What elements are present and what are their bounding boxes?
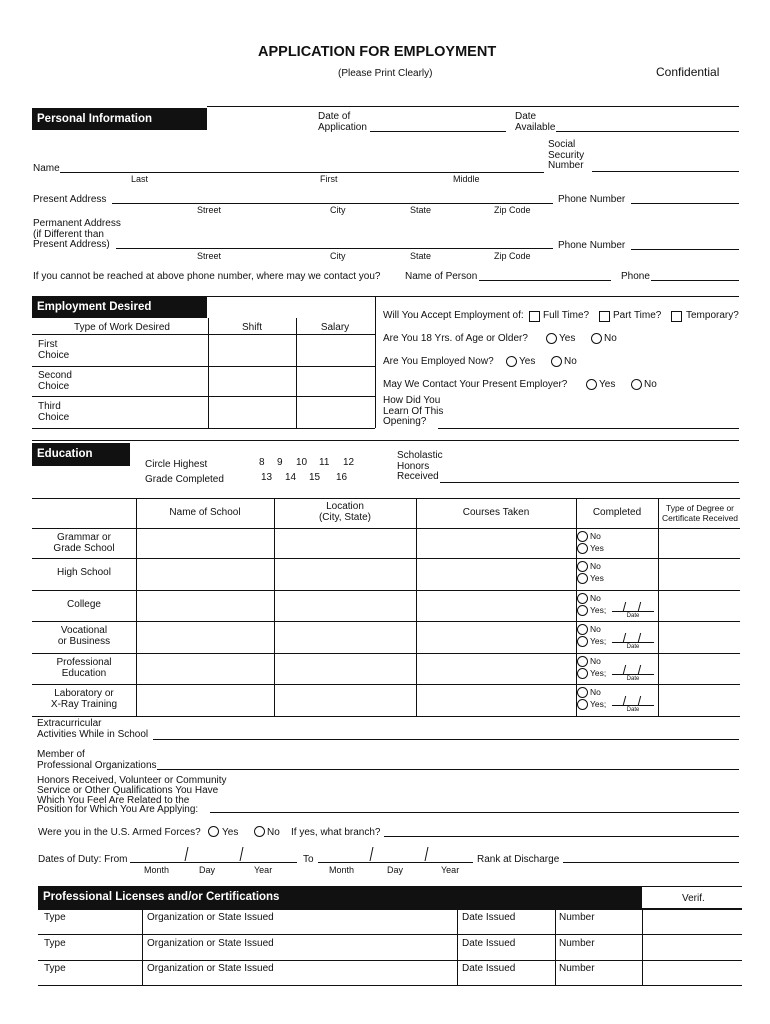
date-separator — [240, 847, 244, 861]
rank-field[interactable] — [563, 862, 739, 863]
table-rule — [38, 985, 742, 986]
row-label: College — [67, 599, 101, 610]
table-row — [32, 653, 740, 684]
table-rule — [555, 960, 556, 985]
address-sub-city: City — [330, 251, 346, 261]
full-time-checkbox[interactable] — [529, 311, 540, 322]
learn-opening-field[interactable] — [438, 428, 739, 429]
temporary-label: Temporary? — [686, 310, 739, 321]
ssn-field[interactable] — [592, 171, 739, 172]
permanent-address-field[interactable] — [116, 248, 553, 249]
date-caption: Date — [626, 707, 640, 713]
name-field[interactable] — [60, 172, 544, 173]
section-heading-education: Education — [32, 443, 130, 466]
table-rule — [142, 909, 143, 934]
row-label: Vocational or Business — [57, 625, 111, 647]
completed-yes-label: Yes — [590, 543, 604, 553]
contact-phone-label: Phone — [621, 271, 650, 282]
degree-cell[interactable] — [659, 685, 740, 715]
completed-yes-label: Yes; — [590, 699, 607, 709]
courses-cell[interactable] — [417, 654, 576, 683]
col-header-degree: Type of Degree or Certificate Received — [661, 503, 739, 523]
member-field[interactable] — [157, 769, 739, 770]
phone-number-label-2: Phone Number — [558, 240, 626, 251]
license-field-label: Type — [44, 963, 66, 974]
school-name-cell[interactable] — [137, 622, 274, 652]
second-choice-label: Second Choice — [38, 370, 72, 392]
school-name-cell[interactable] — [137, 559, 274, 589]
license-field-label: Organization or State Issued — [147, 938, 274, 949]
license-field-label: Date Issued — [462, 938, 516, 949]
armed-forces-label: Were you in the U.S. Armed Forces? — [38, 827, 201, 838]
learn-opening-label: How Did You Learn Of This Opening? — [383, 395, 444, 427]
grade-13[interactable]: 13 — [261, 472, 273, 483]
contact-question-label: If you cannot be reached at above phone number, where may we contact you? — [33, 271, 381, 282]
table-rule — [32, 396, 375, 397]
no-label: No — [267, 827, 280, 838]
to-label: To — [303, 854, 314, 865]
location-cell[interactable] — [275, 654, 416, 683]
age-yes-radio[interactable] — [546, 333, 557, 344]
no-label: No — [604, 333, 617, 344]
completed-yes-label: Yes; — [590, 605, 607, 615]
col-header-type-of-work: Type of Work Desired — [74, 322, 170, 333]
license-field-label: Number — [559, 912, 595, 923]
third-choice-label: Third Choice — [38, 401, 70, 423]
grade-8[interactable]: 8 — [259, 457, 265, 468]
branch-label: If yes, what branch? — [291, 827, 381, 838]
address-sub-city: City — [330, 205, 346, 215]
age-question-label: Are You 18 Yrs. of Age or Older? — [383, 333, 528, 344]
license-field-label: Type — [44, 938, 66, 949]
age-no-radio[interactable] — [591, 333, 602, 344]
name-label: Name — [33, 163, 60, 174]
ssn-label: Social Security Number — [548, 139, 585, 171]
contact-employer-yes-radio[interactable] — [586, 379, 597, 390]
branch-field[interactable] — [384, 836, 739, 837]
section-heading-employment: Employment Desired — [32, 297, 207, 318]
completed-yes-radio[interactable] — [577, 699, 588, 710]
date-separator — [425, 847, 429, 861]
address-sub-street: Street — [197, 251, 222, 261]
section-heading-licenses: Professional Licenses and/or Certifications — [38, 886, 642, 908]
member-label: Member of Professional Organizations — [37, 749, 157, 771]
license-field-label: Date Issued — [462, 963, 516, 974]
degree-cell[interactable] — [659, 591, 740, 620]
phone-number-field[interactable] — [631, 203, 739, 204]
courses-cell[interactable] — [417, 559, 576, 589]
table-rule — [32, 366, 375, 367]
first-choice-salary-field[interactable] — [297, 335, 374, 365]
completed-yes-label: Yes; — [590, 668, 607, 678]
completed-no-radio[interactable] — [577, 593, 588, 604]
table-rule — [142, 960, 143, 985]
extracurricular-field[interactable] — [153, 739, 739, 740]
date-part-month: Month — [329, 865, 355, 875]
row-label: Laboratory or X-Ray Training — [50, 688, 118, 710]
col-header-salary: Salary — [320, 322, 350, 333]
completed-no-radio[interactable] — [577, 656, 588, 667]
employed-question-label: Are You Employed Now? — [383, 356, 494, 367]
no-label: No — [564, 356, 577, 367]
table-row — [32, 684, 740, 716]
completed-no-radio[interactable] — [577, 531, 588, 542]
armed-yes-radio[interactable] — [208, 826, 219, 837]
table-rule — [32, 428, 375, 429]
location-cell[interactable] — [275, 559, 416, 589]
license-field-label: Number — [559, 963, 595, 974]
date-separator — [185, 847, 189, 861]
table-row — [32, 528, 740, 558]
table-rule — [555, 935, 556, 960]
date-part-day: Day — [199, 865, 216, 875]
table-rule — [642, 935, 643, 960]
degree-cell[interactable] — [659, 654, 740, 683]
first-choice-shift-field[interactable] — [209, 335, 295, 365]
date-of-application-label: Date of Application — [318, 111, 367, 133]
col-header-completed: Completed — [592, 507, 642, 518]
school-name-cell[interactable] — [137, 529, 274, 557]
grade-14[interactable]: 14 — [285, 472, 297, 483]
col-header-courses-taken: Courses Taken — [462, 507, 530, 518]
table-rule — [375, 296, 376, 428]
page-title: APPLICATION FOR EMPLOYMENT — [258, 44, 497, 60]
license-field-label: Type — [44, 912, 66, 923]
license-field-label: Date Issued — [462, 912, 516, 923]
school-name-cell[interactable] — [137, 591, 274, 620]
grade-10[interactable]: 10 — [296, 457, 308, 468]
address-sub-zip: Zip Code — [494, 205, 531, 215]
divider — [207, 106, 739, 107]
completed-no-radio[interactable] — [577, 561, 588, 572]
yes-label: Yes — [599, 379, 616, 390]
license-field-label: Organization or State Issued — [147, 963, 274, 974]
row-label: Professional Education — [56, 657, 112, 679]
name-sub-last: Last — [131, 174, 149, 184]
courses-cell[interactable] — [417, 622, 576, 652]
completed-date-field[interactable] — [612, 667, 654, 682]
date-part-year: Year — [441, 865, 460, 875]
courses-cell[interactable] — [417, 591, 576, 620]
completed-yes-radio[interactable] — [577, 668, 588, 679]
table-rule — [457, 935, 458, 960]
row-label: High School — [57, 567, 111, 578]
name-of-person-field[interactable] — [479, 280, 611, 281]
present-address-field[interactable] — [112, 203, 553, 204]
school-name-cell[interactable] — [137, 654, 274, 683]
location-cell[interactable] — [275, 622, 416, 652]
permanent-address-label: Permanent Address (if Different than Present Address) — [33, 218, 121, 250]
yes-label: Yes — [222, 827, 239, 838]
completed-yes-radio[interactable] — [577, 636, 588, 647]
completed-no-label: No — [590, 531, 601, 541]
table-row — [32, 621, 740, 653]
table-row — [32, 558, 740, 590]
phone-number-field-2[interactable] — [631, 249, 739, 250]
name-sub-middle: Middle — [453, 174, 480, 184]
table-rule — [457, 960, 458, 985]
completed-date-field[interactable] — [612, 604, 654, 619]
col-header-shift: Shift — [241, 322, 262, 333]
scholastic-honors-label: Scholastic Honors Received — [397, 450, 443, 482]
no-label: No — [644, 379, 657, 390]
table-rule — [32, 498, 740, 499]
part-time-label: Part Time? — [613, 310, 662, 321]
date-available-label: Date Available — [515, 111, 556, 133]
armed-no-radio[interactable] — [254, 826, 265, 837]
completed-no-label: No — [590, 687, 601, 697]
courses-cell[interactable] — [417, 529, 576, 557]
present-address-label: Present Address — [33, 194, 107, 205]
part-time-checkbox[interactable] — [599, 311, 610, 322]
grade-9[interactable]: 9 — [277, 457, 283, 468]
name-of-person-label: Name of Person — [405, 271, 478, 282]
completed-no-label: No — [590, 656, 601, 666]
completed-no-label: No — [590, 593, 601, 603]
rank-label: Rank at Discharge — [477, 854, 560, 865]
duty-from-field[interactable] — [130, 862, 297, 863]
completed-no-radio[interactable] — [577, 624, 588, 635]
date-caption: Date — [626, 613, 640, 619]
degree-cell[interactable] — [659, 622, 740, 652]
completed-date-field[interactable] — [612, 698, 654, 713]
table-rule — [555, 909, 556, 934]
grade-16[interactable]: 16 — [336, 472, 348, 483]
completed-no-label: No — [590, 561, 601, 571]
date-part-day: Day — [387, 865, 404, 875]
address-sub-street: Street — [197, 205, 222, 215]
degree-cell[interactable] — [659, 559, 740, 589]
date-available-field[interactable] — [556, 131, 739, 132]
name-sub-first: First — [320, 174, 338, 184]
location-cell[interactable] — [275, 591, 416, 620]
date-of-application-field[interactable] — [370, 131, 506, 132]
school-name-cell[interactable] — [137, 685, 274, 715]
grade-15[interactable]: 15 — [309, 472, 321, 483]
contact-employer-label: May We Contact Your Present Employer? — [383, 379, 568, 390]
completed-yes-radio[interactable] — [577, 543, 588, 554]
contact-employer-no-radio[interactable] — [631, 379, 642, 390]
completed-yes-label: Yes; — [590, 636, 607, 646]
license-row — [38, 960, 742, 985]
col-header-location: Location (City, State) — [318, 501, 372, 523]
yes-label: Yes — [519, 356, 536, 367]
section-heading-personal: Personal Information — [32, 108, 207, 130]
full-time-label: Full Time? — [543, 310, 590, 321]
license-row — [38, 909, 742, 934]
col-header-name-of-school: Name of School — [169, 507, 241, 518]
table-row — [32, 590, 740, 621]
duty-to-field[interactable] — [318, 862, 473, 863]
date-separator — [370, 847, 374, 861]
completed-yes-radio[interactable] — [577, 605, 588, 616]
license-field-label: Organization or State Issued — [147, 912, 274, 923]
degree-cell[interactable] — [659, 529, 740, 557]
grade-11[interactable]: 11 — [319, 457, 330, 468]
completed-no-radio[interactable] — [577, 687, 588, 698]
completed-yes-radio[interactable] — [577, 573, 588, 584]
honors-field[interactable] — [210, 812, 739, 813]
phone-number-label: Phone Number — [558, 194, 626, 205]
extracurricular-label: Extracurricular Activities While in School — [37, 718, 149, 740]
verif-label: Verif. — [682, 893, 705, 904]
location-cell[interactable] — [275, 685, 416, 715]
courses-cell[interactable] — [417, 685, 576, 715]
honors-label: Honors Received, Volunteer or Community Service or Other Qualifications You Have Which You Feel Are Related to the Position for Which You Are Applying: — [37, 775, 227, 816]
table-rule — [642, 909, 643, 934]
dates-of-duty-label: Dates of Duty: From — [38, 854, 128, 865]
completed-yes-label: Yes — [590, 573, 604, 583]
date-part-month: Month — [144, 865, 170, 875]
address-sub-state: State — [410, 251, 432, 261]
table-rule — [142, 935, 143, 960]
address-sub-state: State — [410, 205, 432, 215]
date-caption: Date — [626, 644, 640, 650]
grade-12[interactable]: 12 — [343, 457, 355, 468]
first-choice-label: First Choice — [38, 339, 70, 361]
temporary-checkbox[interactable] — [671, 311, 682, 322]
page-subtitle: (Please Print Clearly) — [338, 68, 433, 79]
license-field-label: Number — [559, 938, 595, 949]
license-row — [38, 935, 742, 960]
contact-phone-field[interactable] — [651, 280, 739, 281]
location-cell[interactable] — [275, 529, 416, 557]
divider — [642, 886, 742, 887]
scholastic-honors-field[interactable] — [440, 482, 739, 483]
date-part-year: Year — [254, 865, 273, 875]
circle-highest-label: Circle Highest Grade Completed — [145, 459, 224, 485]
employed-yes-radio[interactable] — [506, 356, 517, 367]
divider — [32, 440, 739, 441]
yes-label: Yes — [559, 333, 576, 344]
address-sub-zip: Zip Code — [494, 251, 531, 261]
table-rule — [32, 716, 740, 717]
employed-no-radio[interactable] — [551, 356, 562, 367]
table-rule — [457, 909, 458, 934]
date-caption: Date — [626, 676, 640, 682]
accept-employment-label: Will You Accept Employment of: — [383, 310, 524, 321]
completed-no-label: No — [590, 624, 601, 634]
completed-date-field[interactable] — [612, 635, 654, 650]
education-table — [32, 498, 740, 716]
row-label: Grammar or Grade School — [53, 532, 115, 554]
confidential-label: Confidential — [656, 65, 720, 79]
table-rule — [642, 960, 643, 985]
